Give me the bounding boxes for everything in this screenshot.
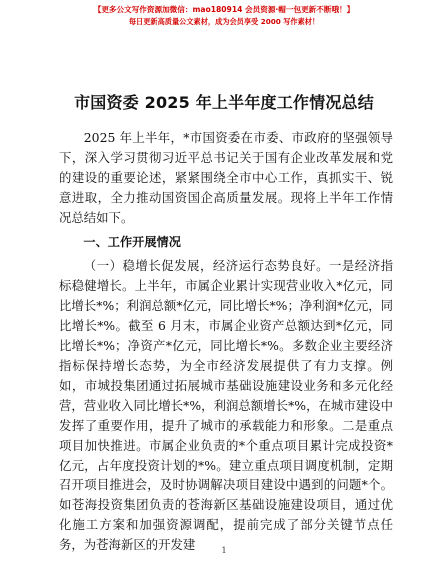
page-number: 1 [221, 546, 227, 555]
intro-paragraph: 2025 年上半年，*市国资委在市委、市政府的坚强领导下，深入学习贯彻习近平总书记关于国有企业改革发展和党的建设的重要论述，紧紧围绕全市中心工作，真抓实干、锐意进取，全力推动国资国企高质量发展。现将上半年工作情况总结如下。 [59, 130, 393, 225]
promo-banner-line-2: 每日更新高质量公文素材，成为会员享受 2000 写作素材！ [128, 17, 320, 26]
promo-banner-line-1: 【更多公文写作资源加微信：mao180914 会员资源·帽一包更新不断哦！】 [93, 5, 355, 14]
document-title: 市国资委 2025 年上半年度工作情况总结 [74, 93, 374, 112]
document-body [59, 128, 393, 555]
section-heading: 一、工作开展情况 [83, 234, 181, 249]
promo-banner [0, 4, 448, 28]
section-paragraph: （一）稳增长促发展，经济运行态势良好。一是经济指标稳健增长。上半年，市属企业累计实现营业收入*亿元，同比增长*%；利润总额*亿元，同比增长*%；净利润*亿元，同比增长*%。截至 6 月末，市属企业资产总额达到*亿元，同比增长*%；净资产*亿元，同比增长*%。多数企业主要经济指标保持增长态势，为全市经济发展提供了有力支撑。例如，市城投集团通过拓展城市基础设施建设业务和多元化经营，营业收入同比增长*%，利润总额增长*%，在城市建设中发挥了重要作用，提升了城市的承载能力和形象。二是重点项目加快推进。市属企业负责的*个重点项目累计完成投资*亿元，占年度投资计划的*%。建立重点项目调度机制，定期召开项目推进会，及时协调解决项目建设中遇到的问题*个。如苍海投资集团负责的苍海新区基础设施建设项目，通过优化施工方案和加强资源调配，提前完成了部分关键节点任务，为苍海新区的开发建 [59, 258, 393, 553]
